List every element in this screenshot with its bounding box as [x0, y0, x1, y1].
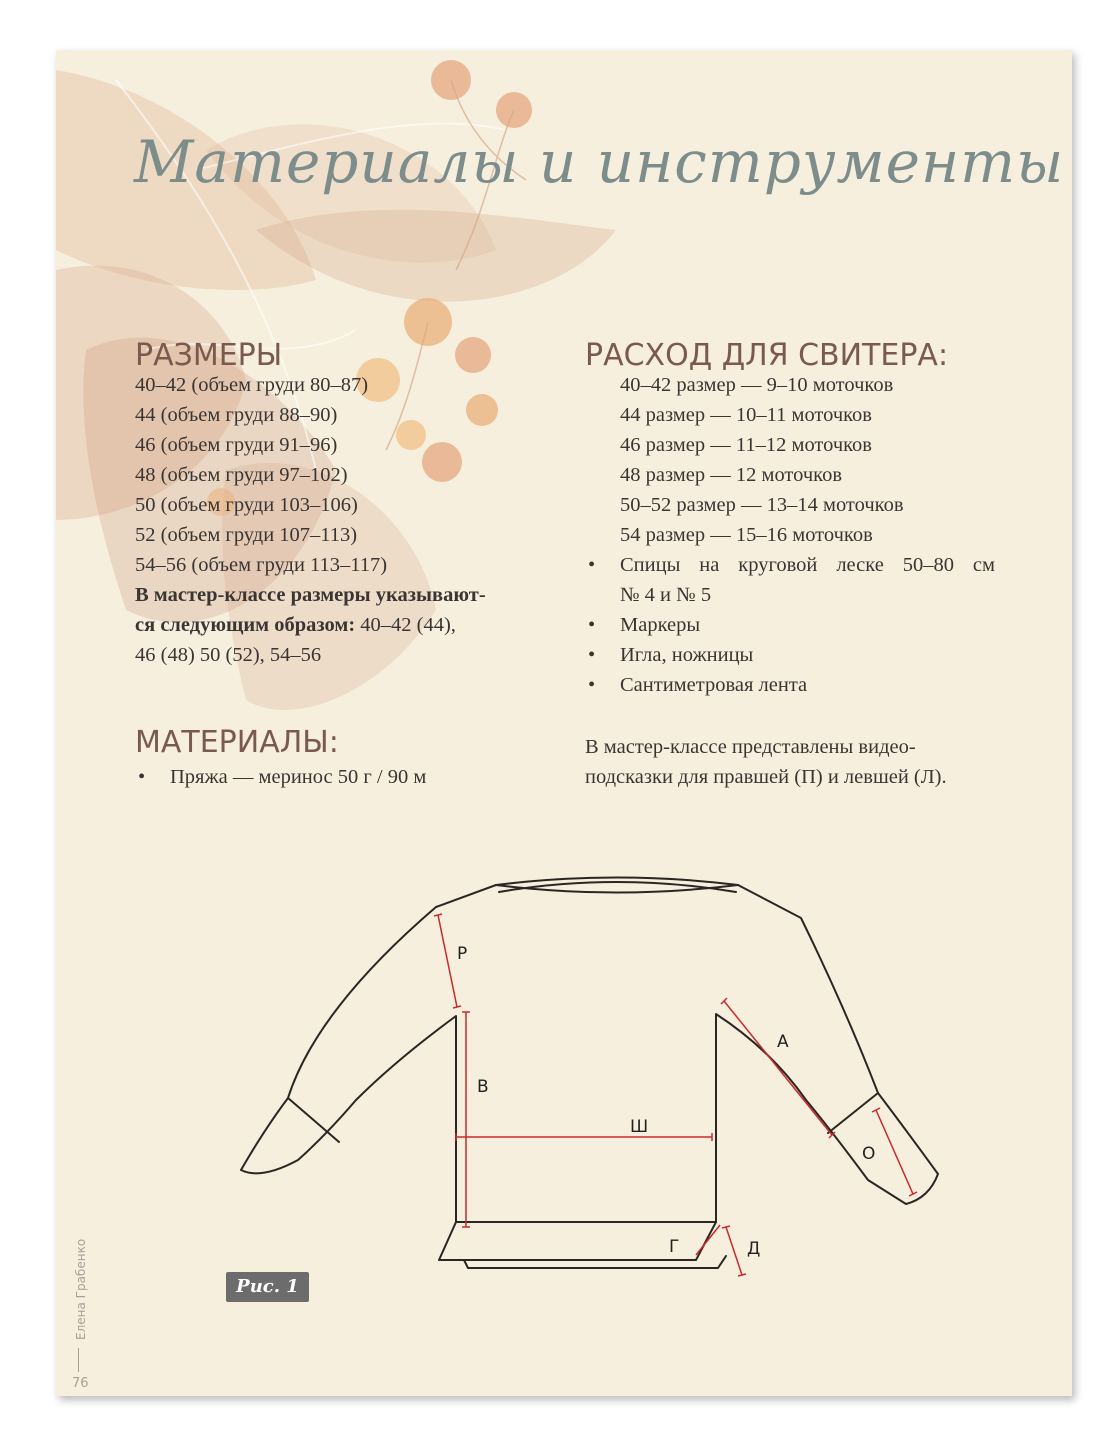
tool-item: • Сантиметровая лента: [585, 670, 995, 700]
consumption-item: 48 размер — 12 моточков: [620, 464, 842, 486]
author-name: Елена Грабенко: [74, 1238, 88, 1340]
label-r: Р: [457, 944, 468, 964]
consumption-item: 50–52 размер — 13–14 моточков: [620, 494, 904, 516]
size-item: 44 (объем груди 88–90): [135, 404, 338, 426]
size-item: 46 (объем груди 91–96): [135, 434, 338, 456]
measure-r: [438, 915, 457, 1007]
bullet-icon: •: [138, 766, 146, 788]
size-item: 40–42 (объем груди 80–87): [135, 374, 369, 396]
bullet-icon: •: [588, 554, 596, 576]
bullet-icon: •: [588, 614, 596, 636]
measure-g: [696, 1225, 720, 1255]
measure-o: [876, 1110, 913, 1194]
label-v: В: [477, 1077, 489, 1097]
sizes-note-bold: ся следующим образом:: [135, 614, 356, 636]
size-item: 50 (объем груди 103–106): [135, 494, 358, 516]
label-a: А: [777, 1032, 789, 1052]
footer-divider: [78, 1348, 79, 1372]
size-item: 54–56 (объем груди 113–117): [135, 554, 388, 576]
bullet-icon: •: [588, 644, 596, 666]
consumption-item: 46 размер — 11–12 моточков: [620, 434, 872, 456]
sizes-note-line: 46 (48) 50 (52), 54–56: [135, 644, 322, 666]
measure-d: [726, 1227, 742, 1275]
collar: [496, 882, 738, 893]
label-d: Д: [747, 1239, 761, 1259]
needles-sizes: № 4 и № 5: [620, 584, 712, 606]
tool-item: • Маркеры: [585, 610, 995, 640]
sizes-note-text: 40–42 (44),: [355, 614, 456, 636]
video-note: В мастер-классе представлены видео- подсказки для правшей (П) и левшей (Л).: [585, 736, 947, 788]
tool-item: • Игла, ножницы: [585, 640, 995, 670]
page-title: Материалы и инструменты: [134, 128, 1065, 196]
consumption-heading: РАСХОД ДЛЯ СВИТЕРА:: [585, 338, 949, 373]
sizes-heading: РАЗМЕРЫ: [135, 338, 283, 373]
label-o: О: [862, 1144, 876, 1164]
bullet-icon: •: [588, 674, 596, 696]
consumption-item: 40–42 размер — 9–10 моточков: [620, 374, 894, 396]
material-item: • Пряжа — меринос 50 г / 90 м: [135, 762, 545, 792]
consumption-item: 44 размер — 10–11 моточков: [620, 404, 872, 426]
page-number: 76: [72, 1376, 89, 1391]
hem-band: [439, 1222, 726, 1268]
needles-text: Спицы на круговой леске 50–80 см: [620, 554, 995, 576]
label-g: Г: [669, 1237, 680, 1257]
left-cuff-line: [288, 1098, 339, 1142]
sweater-diagram: [56, 50, 1072, 1396]
figure-label: Рис. 1: [226, 1272, 309, 1302]
page: [56, 50, 1072, 1396]
size-item: 48 (объем груди 97–102): [135, 464, 348, 486]
sweater-outline: [241, 878, 938, 1223]
measure-a: [724, 1001, 832, 1135]
label-sh: Ш: [630, 1117, 649, 1137]
consumption-item: 54 размер — 15–16 моточков: [620, 524, 873, 546]
sizes-note-bold: В мастер-классе размеры указывают-: [135, 584, 486, 606]
size-item: 52 (объем груди 107–113): [135, 524, 358, 546]
materials-heading: МАТЕРИАЛЫ:: [135, 725, 339, 760]
right-cuff-line: [828, 1093, 878, 1133]
